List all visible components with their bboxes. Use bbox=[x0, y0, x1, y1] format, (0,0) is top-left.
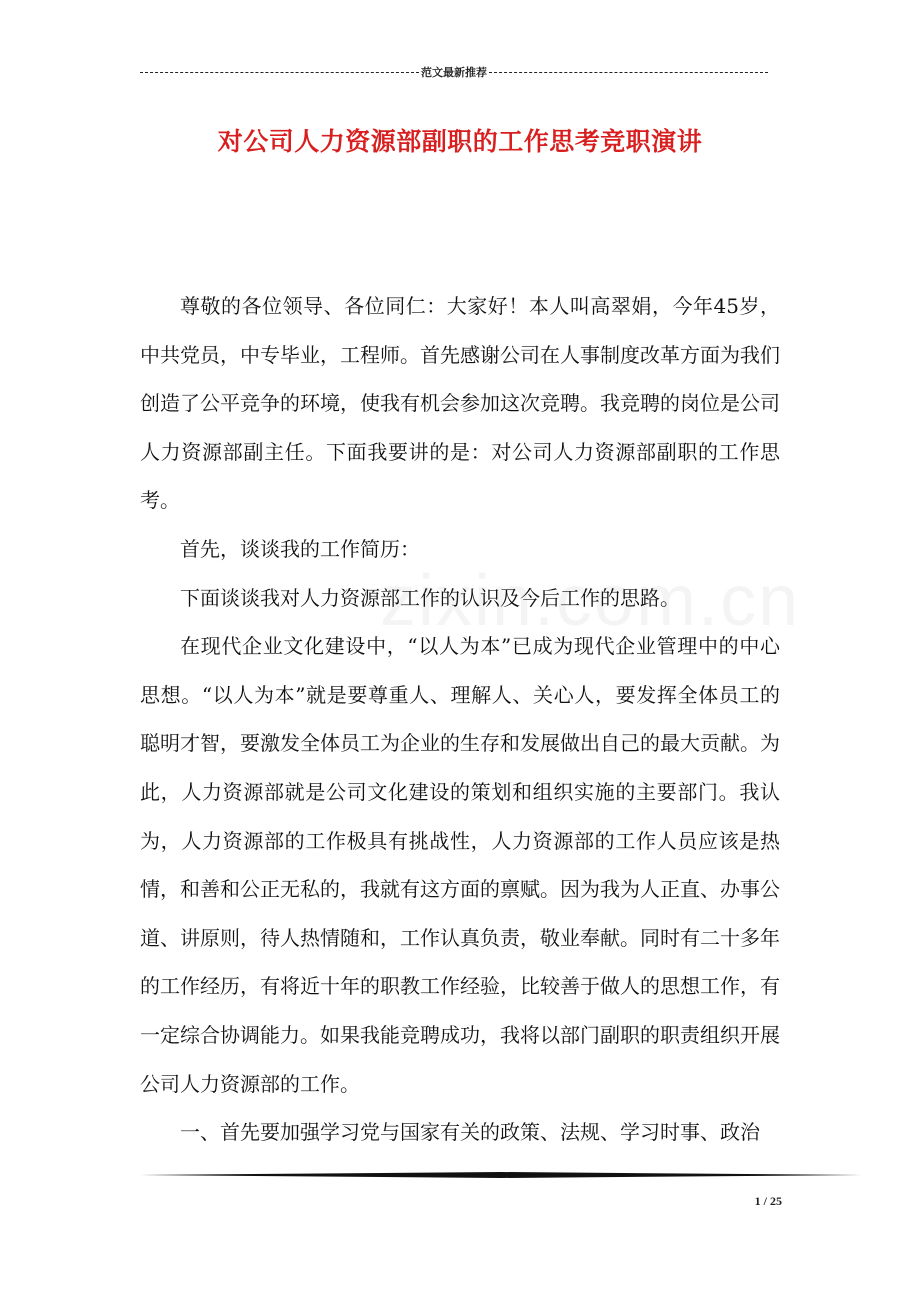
page-number: 1 / 25 bbox=[754, 1194, 782, 1208]
paragraph: 在现代企业文化建设中，“以人为本”已成为现代企业管理中的中心思想。“以人为本”就是要尊重人、理解人、关心人，要发挥全体员工的聪明才智，要激发全体员工为企业的生存和发展做出自己的最大贡献。为此，人力资源部就是公司文化建设的策划和组织实施的主要部门。我认为，人力资源部的工作极具有挑战性，人力资源部的工作人员应该是热情，和善和公正无私的，我就有这方面的禀赋。因为我为人正直、办事公道、讲原则，待人热情随和，工作认真负责，敬业奉献。同时有二十多年的工作经历，有将近十年的职教工作经验，比较善于做人的思想工作，有一定综合协调能力。如果我能竞聘成功，我将以部门副职的职责组织开展公司人力资源部的工作。 bbox=[140, 634, 780, 1096]
paragraph: 一、首先要加强学习党与国家有关的政策、法规、学习时事、政治 bbox=[180, 1120, 760, 1145]
page-header bbox=[140, 64, 768, 80]
header-dash-right bbox=[489, 72, 768, 73]
paragraph: 首先，谈谈我的工作简历： bbox=[180, 536, 420, 561]
footer-rule-shape bbox=[140, 1172, 862, 1178]
paragraph: 下面谈谈我对人力资源部工作的认识及今后工作的思路。 bbox=[180, 585, 680, 610]
paragraph: 尊敬的各位领导、各位同仁：大家好！本人叫高翠娟，今年45岁，中共党员，中专毕业，工程师。首先感谢公司在人事制度改革方面为我们创造了公平竞争的环境，使我有机会参加这次竞聘。我竞聘的岗位是公司人力资源部副主任。下面我要讲的是：对公司人力资源部副职的工作思考。 bbox=[140, 294, 780, 513]
header-dash-left bbox=[140, 72, 419, 73]
document-title: 对公司人力资源部副职的工作思考竞职演讲 bbox=[217, 127, 703, 156]
footer-rule bbox=[140, 1172, 862, 1178]
document-body bbox=[140, 282, 780, 1157]
header-label: 范文最新推荐 bbox=[421, 66, 487, 79]
